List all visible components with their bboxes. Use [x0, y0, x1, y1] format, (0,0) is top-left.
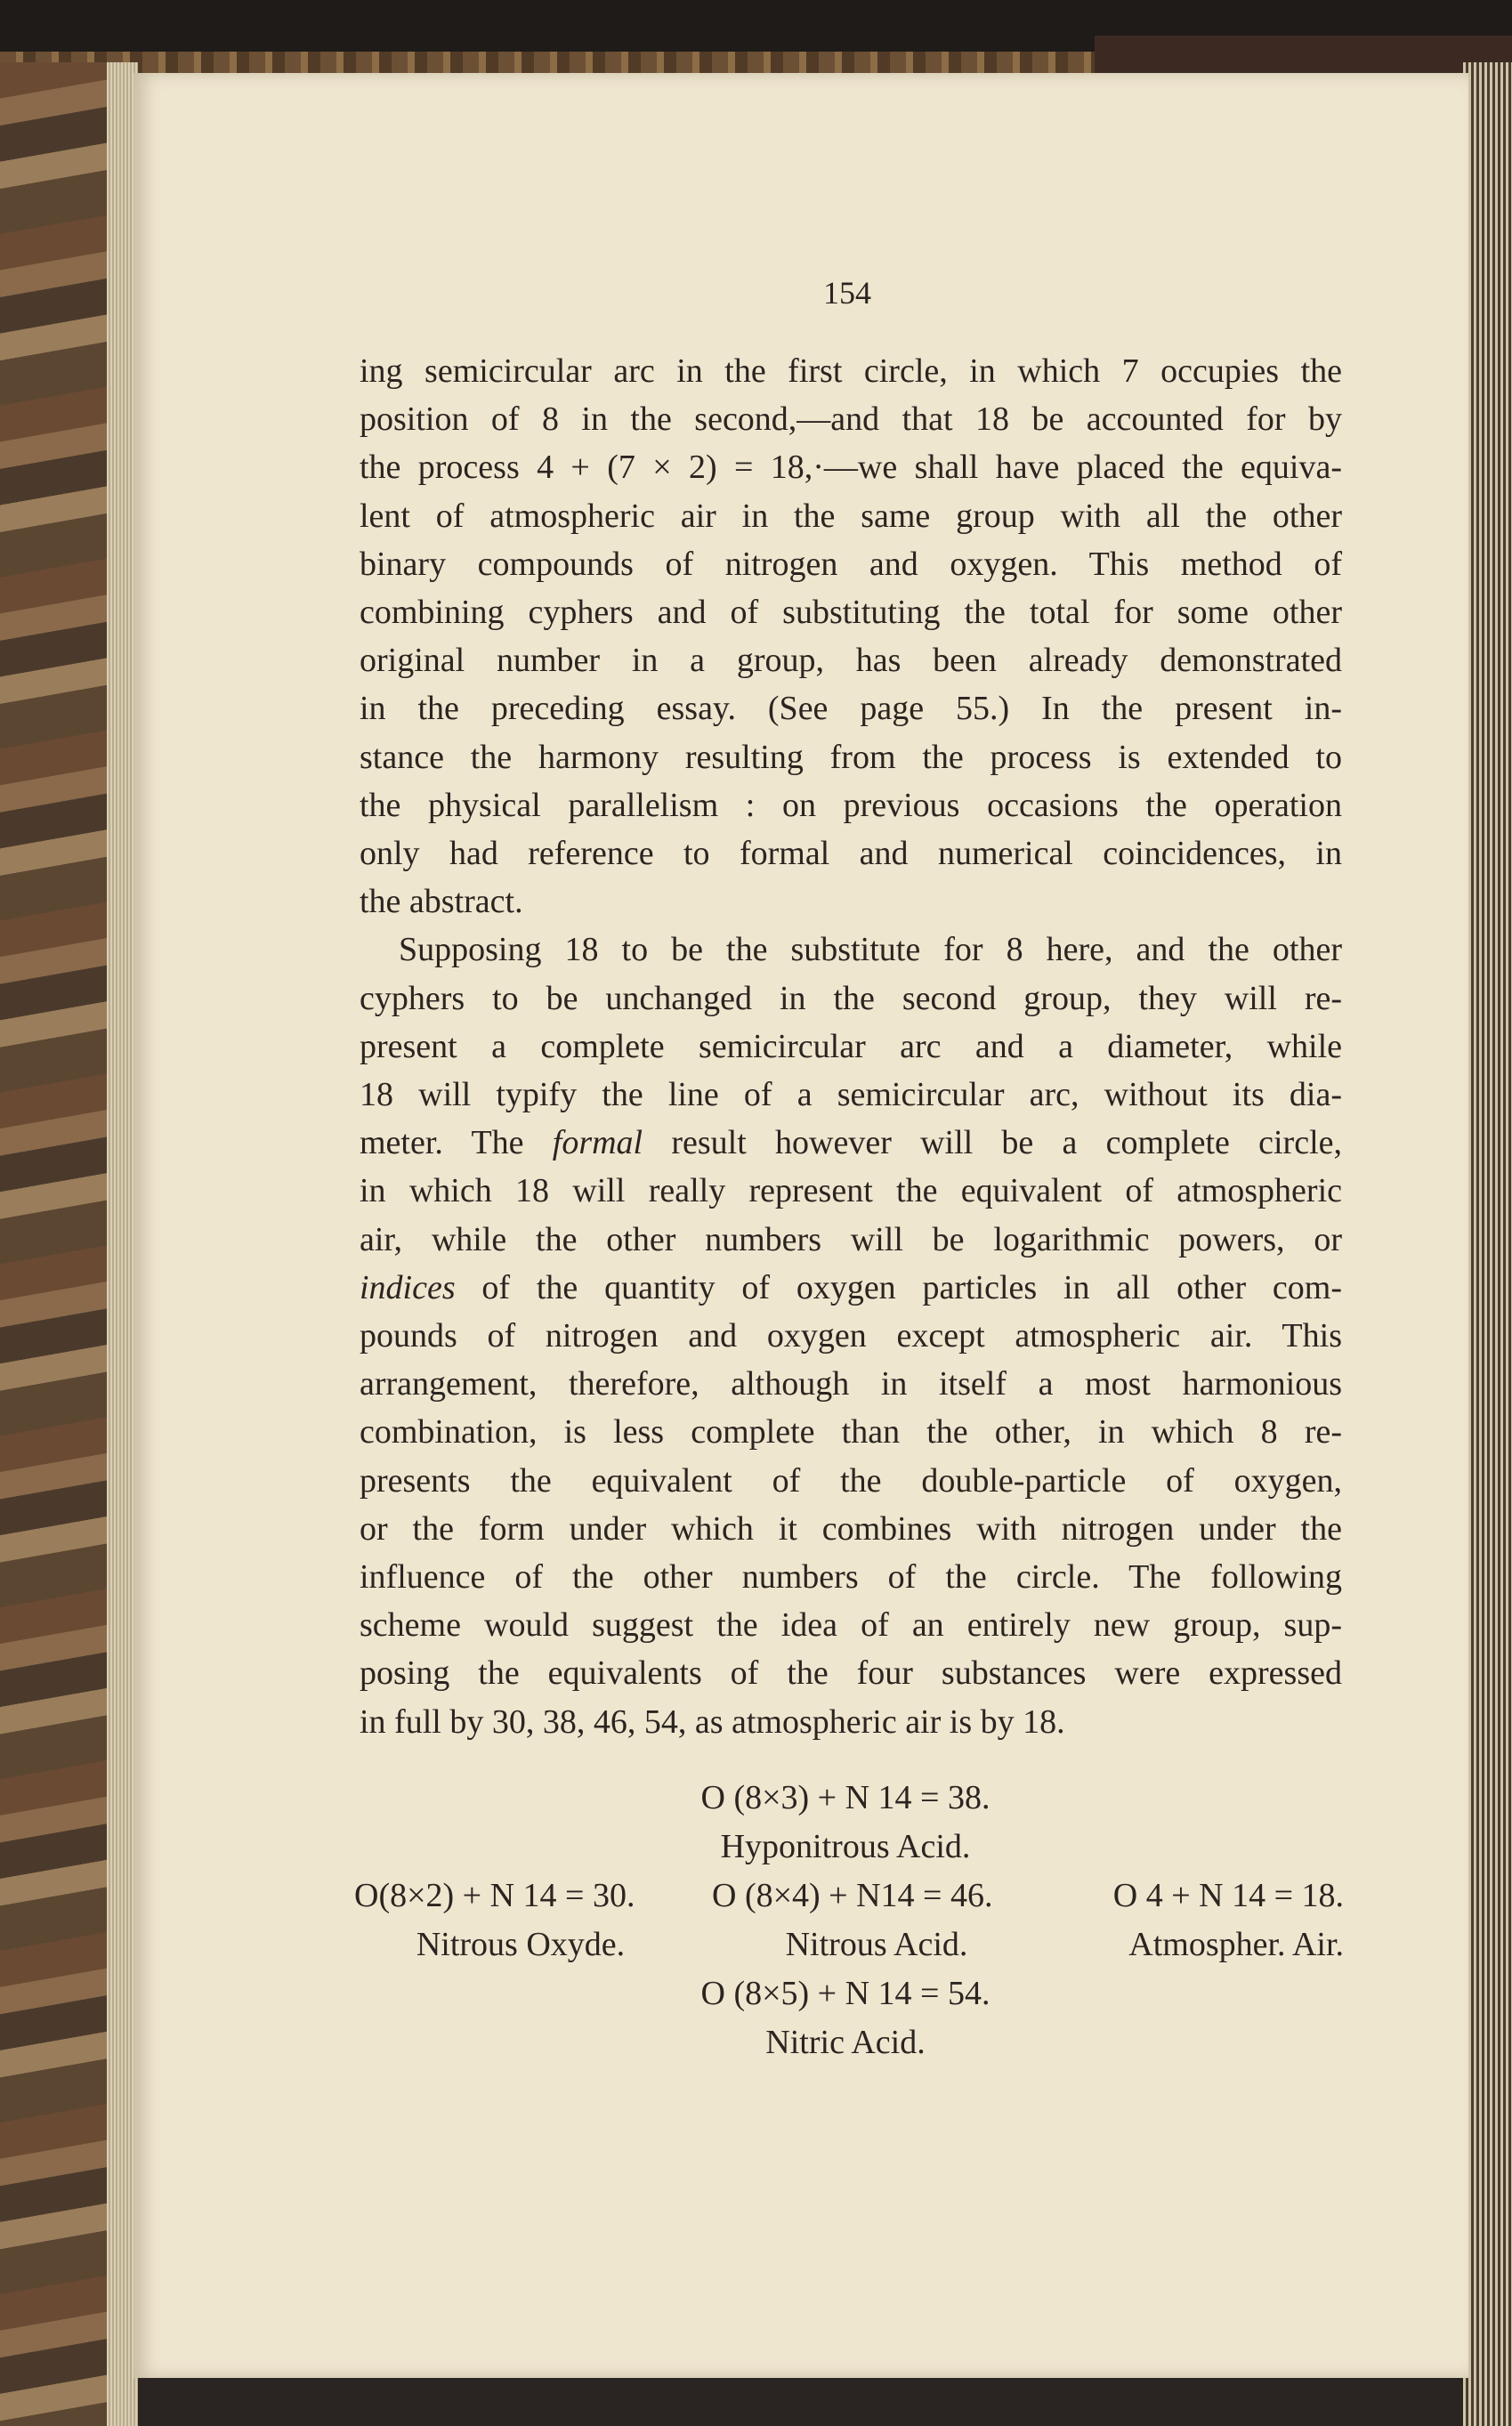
text-line: posing the equivalents of the four substances were expressed	[360, 1654, 1342, 1693]
text-line: original number in a group, has been already demonstrated	[360, 642, 1342, 680]
text-line: the process 4 + (7 × 2) = 18,·—we shall have placed the equiva-	[360, 449, 1342, 487]
text-line: cyphers to be unchanged in the second group, they will re-	[360, 979, 1342, 1017]
text-line: influence of the other numbers of the circle. The following	[360, 1558, 1342, 1597]
text-fragment: result however will be a complete circle,	[643, 1124, 1342, 1162]
nitric-acid-formula: O (8×5) + N 14 = 54.	[700, 1975, 990, 2012]
hyponitrous-label: Hyponitrous Acid.	[720, 1828, 971, 1865]
paragraph-1	[360, 347, 1342, 926]
text-fragment: of the quantity of oxygen particles in all other com-	[455, 1268, 1342, 1306]
text-line: arrangement, therefore, although in itself a most harmonious	[360, 1365, 1342, 1403]
text-line: combining cyphers and of substituting the total for some other	[360, 594, 1342, 632]
text-line: lent of atmospheric air in the same group with all the other	[360, 497, 1342, 535]
nitrous-acid-formula: O (8×4) + N14 = 46.	[712, 1877, 993, 1914]
text-fragment: meter. The	[360, 1124, 553, 1162]
text-line: Supposing 18 to be the substitute for 8 here, and the other	[399, 931, 1342, 969]
text-line: or the form under which it combines with nitrogen under the	[360, 1509, 1342, 1548]
atmospheric-air-label: Atmospher. Air.	[1128, 1926, 1344, 1963]
hyponitrous-formula: O (8×3) + N 14 = 38.	[700, 1779, 990, 1816]
text-line: 18 will typify the line of a semicircular arc, without its dia-	[360, 1076, 1342, 1114]
text-line: the abstract.	[360, 883, 523, 921]
text-line: position of 8 in the second,—and that 18 be accounted for by	[360, 400, 1342, 439]
text-line: air, while the other numbers will be logarithmic powers, or	[360, 1220, 1342, 1258]
text-line	[360, 1119, 1342, 1167]
text-line: in which 18 will really represent the equivalent of atmospheric	[360, 1172, 1342, 1210]
text-line: the physical parallelism : on previous occasions the operation	[360, 786, 1342, 824]
marbled-fore-edge	[0, 62, 116, 2426]
nitrous-acid-label: Nitrous Acid.	[785, 1926, 968, 1963]
nitrous-oxyde-label: Nitrous Oxyde.	[416, 1926, 626, 1963]
text-line: presents the equivalent of the double-particle of oxygen,	[360, 1461, 1342, 1500]
text-line	[360, 1264, 1342, 1312]
nitric-acid-label: Nitric Acid.	[765, 2024, 926, 2061]
italic-word: formal	[552, 1124, 643, 1162]
italic-word: indices	[360, 1268, 456, 1306]
page-number: 154	[823, 275, 871, 311]
text-line: stance the harmony resulting from the process is extended to	[360, 738, 1342, 776]
paragraph-2	[360, 926, 1342, 1745]
right-page-stack-edge	[1463, 62, 1512, 2426]
text-line: only had reference to formal and numerical coincidences, in	[360, 835, 1342, 873]
text-line: binary compounds of nitrogen and oxygen. This method of	[360, 545, 1342, 583]
text-line: combination, is less complete than the other, in which 8 re-	[360, 1413, 1342, 1452]
text-line: pounds of nitrogen and oxygen except atmospheric air. This	[360, 1317, 1342, 1355]
text-line: present a complete semicircular arc and a diameter, while	[360, 1027, 1342, 1065]
text-line: scheme would suggest the idea of an entirely new group, sup-	[360, 1606, 1342, 1645]
body-text	[360, 347, 1342, 1746]
atmospheric-air-formula: O 4 + N 14 = 18.	[1112, 1877, 1344, 1914]
text-line: in the preceding essay. (See page 55.) In the present in-	[360, 690, 1342, 728]
nitrous-oxyde-formula: O(8×2) + N 14 = 30.	[354, 1877, 635, 1914]
text-line: in full by 30, 38, 46, 54, as atmospheric air is by 18.	[360, 1702, 1065, 1741]
text-line: ing semicircular arc in the first circle, in which 7 occupies the	[360, 352, 1342, 390]
